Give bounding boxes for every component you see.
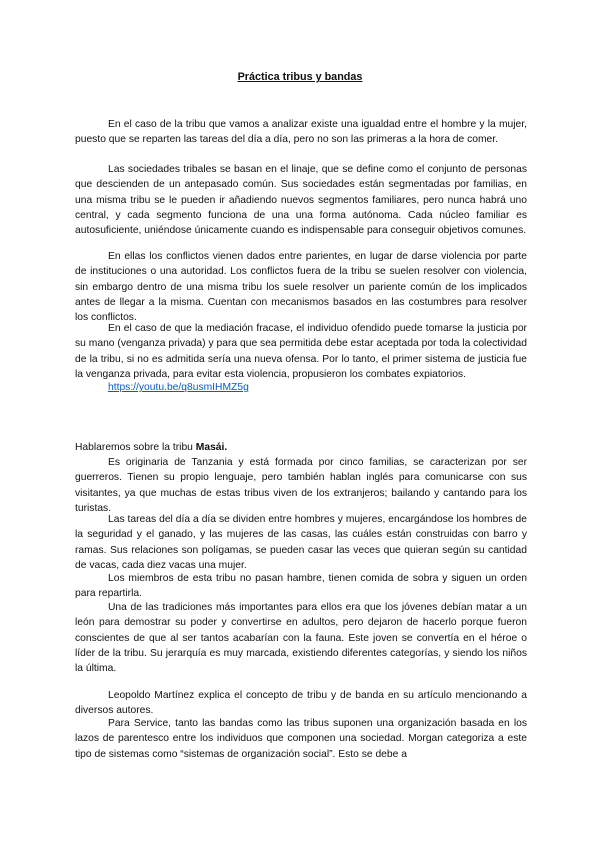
paragraph-equality: En el caso de la tribu que vamos a analizar existe una igualdad entre el hombre y la mujer, puesto que se reparten las tareas del día a día, pero no son las primeras a la hora de comer. [75, 119, 527, 146]
paragraph-service: Para Service, tanto las bandas como las tribus suponen una organización basada en los lazos de parentesco entre los individuos que componen una sociedad. Morgan categoriza a este tipo de sistemas como “sistemas de organización social”. Esto se debe a [75, 718, 527, 760]
youtube-link[interactable]: https://youtu.be/q8usmIHMZ5g [108, 382, 249, 393]
paragraph-martinez: Leopoldo Martínez explica el concepto de tribu y de banda en su artículo mencionando a diversos autores. [75, 690, 527, 717]
masai-intro-text: Hablaremos sobre la tribu [75, 442, 196, 453]
paragraph-lineage: Las sociedades tribales se basan en el linaje, que se define como el conjunto de personas que descienden de un antepasado común. Sus sociedades están segmentadas por familias, en una misma tribu se le pueden ir añadiendo nuevos segmentos familiares, pero nunca habrá uno central, y cada segmento funciona de una una forma autónoma. Cada núcleo familiar es autosuficiente, uniéndose únicamente cuando es indispensable para conseguir objetivos comunes. [75, 164, 527, 237]
paragraph-justice: En el caso de que la mediación fracase, el individuo ofendido puede tomarse la justicia por su mano (venganza privada) y para que sea permitida debe estar aceptada por toda la colectividad de la tribu, si no es admitida sería una nueva ofensa. Por lo tanto, el primer sistema de justicia fue la venganza privada, para evitar esta violencia, propusieron los combates expiatorios. [75, 323, 527, 381]
paragraph-masai-tasks: Las tareas del día a día se dividen entre hombres y mujeres, encargándose los hombres de la seguridad y el ganado, y las mujeres de las casas, las cuáles están construidas con barro y ramas. Sus relaciones son polígamas, se pueden casar las veces que quieran según su cantidad de vacas, cada diez vacas una mujer. [75, 514, 527, 572]
paragraph-masai-tradition: Una de las tradiciones más importantes para ellos era que los jóvenes debían matar a un león para demostrar su poder y convertirse en adultos, pero dejaron de hacerlo porque fueron conscientes de que al ser tantos acabarían con la fauna. Este joven se convertía en el héroe o líder de la tribu. Su jerarquía es muy marcada, existiendo diferentes categorías, y siendo los niños la última. [75, 602, 527, 675]
masai-intro [75, 440, 227, 455]
paragraph-masai-origin: Es originaria de Tanzania y está formada por cinco familias, se caracterizan por ser guerreros. Tienen su propio lenguaje, pero también hablan inglés para comunicarse con sus visitantes, ya que muchas de estas tribus viven de los extranjeros; bailando y cantando para los turistas. [75, 457, 527, 515]
paragraph-conflicts: En ellas los conflictos vienen dados entre parientes, en lugar de darse violencia por parte de instituciones o una autoridad. Los conflictos fuera de la tribu se suelen resolver con violencia, sin embargo dentro de una misma tribu los suele resolver un pariente común de los implicados antes de llegar a la misma. Cuentan con mecanismos basados en las costumbres para resolver los conflictos. [75, 251, 527, 324]
paragraph-masai-food: Los miembros de esta tribu no pasan hambre, tienen comida de sobra y siguen un orden para repartirla. [75, 573, 527, 600]
document-title: Práctica tribus y bandas [237, 71, 363, 83]
masai-intro-bold: Masái. [195, 442, 228, 453]
